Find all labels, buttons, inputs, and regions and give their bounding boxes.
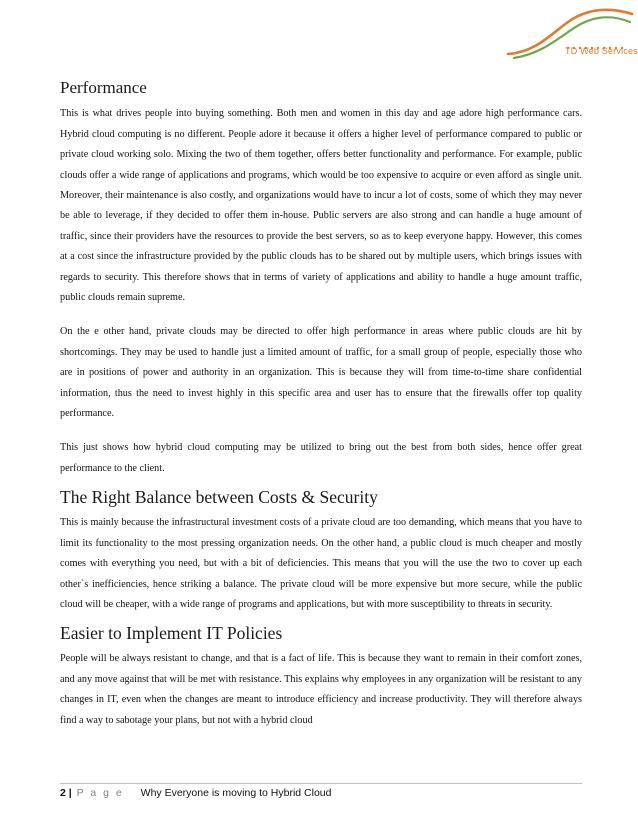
section-heading: Easier to Implement IT Policies (60, 623, 283, 644)
page-number: 2 (60, 787, 66, 799)
section-costs-security (60, 487, 582, 615)
paragraph: On the e other hand, private clouds may be directed to offer high performance in areas where public clouds are hit by shortcomings. They may be used to handle just a limited amount of traffic, for a small group of people, especially those who are in positions of power and authority in an organization. This is because they will from time-to-time share confidential information, thus the need to invest highly in this specific area and user has to ensure that the firewalls offer top quality performance. (60, 326, 582, 420)
section-performance (60, 78, 582, 479)
paragraph: This is what drives people into buying something. Both men and women in this day and age adore high performance cars. Hybrid cloud computing is no different. People adore it because it offers a higher level of performance compared to public or private cloud working solo. Mixing the two of them together, offers better functionality and performance. For example, public clouds offer a wide range of applications and programs, which would be too expensive to acquire or even afford as single unit. Moreover, their maintenance is also costly, and organizations would have to incur a lot of costs, some of which they may never be able to leverage, if they decided to offer them in-house. Public servers are also strong and can handle a huge amount of traffic, since their providers have the resources to provide the best servers, so as to keep everyone happy. However, this comes at a cost since the infrastructure provided by the public clouds has to be shared out by multiple users, which brings issues with regards to security. This therefore shows that in terms of variety of applications and ability to handle a huge amount traffic, public clouds remain supreme. (60, 108, 582, 304)
paragraph: People will be always resistant to change, and that is a fact of life. This is because they want to remain in their comfort zones, and any move against that will be met with resistance. This explains why employees in any organization will be resistant to any changes in IT, even when the changes are meant to introduce efficiency and increase productivity. They will therefore always find a way to sabotage your plans, but not with a hybrid cloud (60, 653, 582, 726)
page-label: P a g e (76, 787, 124, 799)
logo-text: TD Web Services (565, 46, 638, 56)
section-heading: Performance (60, 78, 147, 97)
footer-title: Why Everyone is moving to Hybrid Cloud (140, 787, 332, 799)
paragraph: This is mainly because the infrastructural investment costs of a private cloud are too demanding, which means that you have to limit its functionality to the most pressing organization needs. On the other hand, a public cloud is much cheaper and mostly comes with everything you need, but with a bit of deficiencies. This means that you will the use the two to cover up each other`s inefficiencies, hence striking a balance. The private cloud will be more expensive but more secure, while the public cloud will be cheaper, with a wide range of programs and applications, but with more susceptibility to threats in security. (60, 517, 582, 610)
paragraph: This just shows how hybrid cloud computing may be utilized to bring out the best from both sides, hence offer great performance to the client. (60, 442, 582, 474)
page-footer (60, 783, 582, 799)
footer-separator: | (68, 787, 72, 799)
section-heading: The Right Balance between Costs & Security (60, 487, 378, 508)
document-body (60, 78, 582, 737)
section-it-policies (60, 623, 582, 731)
